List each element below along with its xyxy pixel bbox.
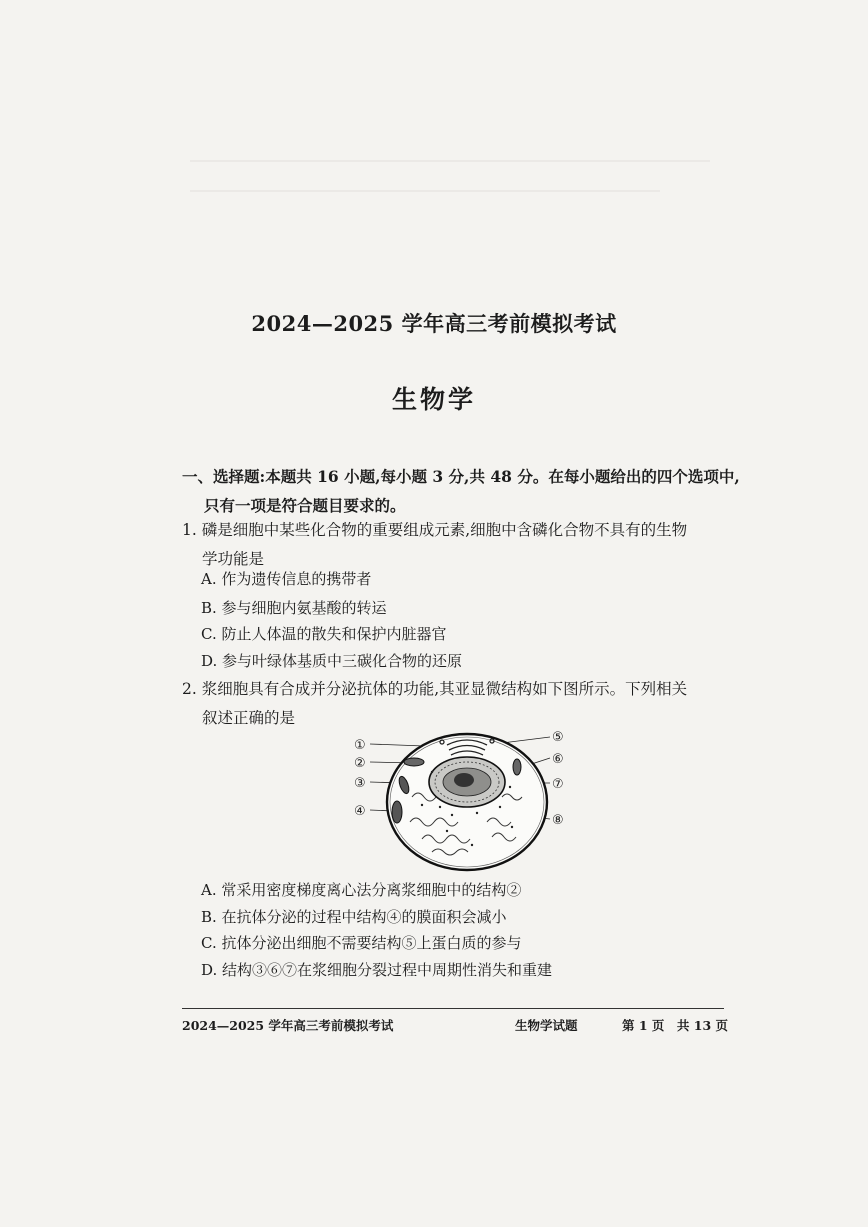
- section-heading-line1: 一、选择题:本题共 16 小题,每小题 3 分,共 48 分。在每小题给出的四个选项中,: [182, 467, 740, 486]
- section-heading: [182, 462, 742, 520]
- plasma-cell-diagram: [352, 727, 582, 872]
- footer-exam-name: 2024—2025 学年高三考前模拟考试: [182, 1018, 394, 1033]
- question-1-stem-line2: 学功能是: [202, 550, 265, 568]
- question-2-option-a: A. 常采用密度梯度离心法分离浆细胞中的结构②: [201, 881, 522, 899]
- label-5: ⑤: [552, 730, 564, 745]
- footer-divider: [182, 1008, 724, 1009]
- question-2-option-b: B. 在抗体分泌的过程中结构④的膜面积会减小: [201, 908, 507, 926]
- label-6: ⑥: [552, 752, 564, 767]
- leader-line-5: [502, 737, 550, 743]
- question-2-stem: [182, 675, 742, 733]
- subject-title: 生物学: [391, 385, 476, 414]
- label-7: ⑦: [552, 777, 564, 792]
- question-1-option-c: C. 防止人体温的散失和保护内脏器官: [201, 625, 447, 643]
- footer-page-number: 第 1 页 共 13 页: [622, 1018, 728, 1033]
- leader-line-1: [370, 744, 424, 746]
- question-1-option-a: A. 作为遗传信息的携带者: [201, 570, 372, 588]
- label-4: ④: [354, 804, 366, 819]
- nucleus: [429, 757, 505, 807]
- scan-artifact: [190, 190, 660, 192]
- question-2-option-c: C. 抗体分泌出细胞不需要结构⑤上蛋白质的参与: [201, 934, 522, 952]
- label-2: ②: [354, 756, 366, 771]
- label-3: ③: [354, 776, 366, 791]
- question-2-option-d: D. 结构③⑥⑦在浆细胞分裂过程中周期性消失和重建: [201, 961, 553, 979]
- question-2-stem-line2: 叙述正确的是: [202, 709, 296, 727]
- question-1-option-b: B. 参与细胞内氨基酸的转运: [201, 599, 387, 617]
- label-1: ①: [354, 738, 366, 753]
- question-1-option-d: D. 参与叶绿体基质中三碳化合物的还原: [201, 652, 463, 670]
- exam-title: 2024—2025 学年高三考前模拟考试: [251, 311, 617, 336]
- question-2-stem-line1: 2. 浆细胞具有合成并分泌抗体的功能,其亚显微结构如下图所示。下列相关: [182, 680, 688, 698]
- question-1-stem: [182, 516, 742, 574]
- section-heading-line2: 只有一项是符合题目要求的。: [204, 496, 406, 515]
- question-1-stem-line1: 1. 磷是细胞中某些化合物的重要组成元素,细胞中含磷化合物不具有的生物: [182, 521, 688, 539]
- nucleolus: [454, 773, 474, 787]
- label-8: ⑧: [552, 813, 564, 828]
- scan-artifact: [190, 160, 710, 162]
- footer-subject: 生物学试题: [515, 1018, 578, 1033]
